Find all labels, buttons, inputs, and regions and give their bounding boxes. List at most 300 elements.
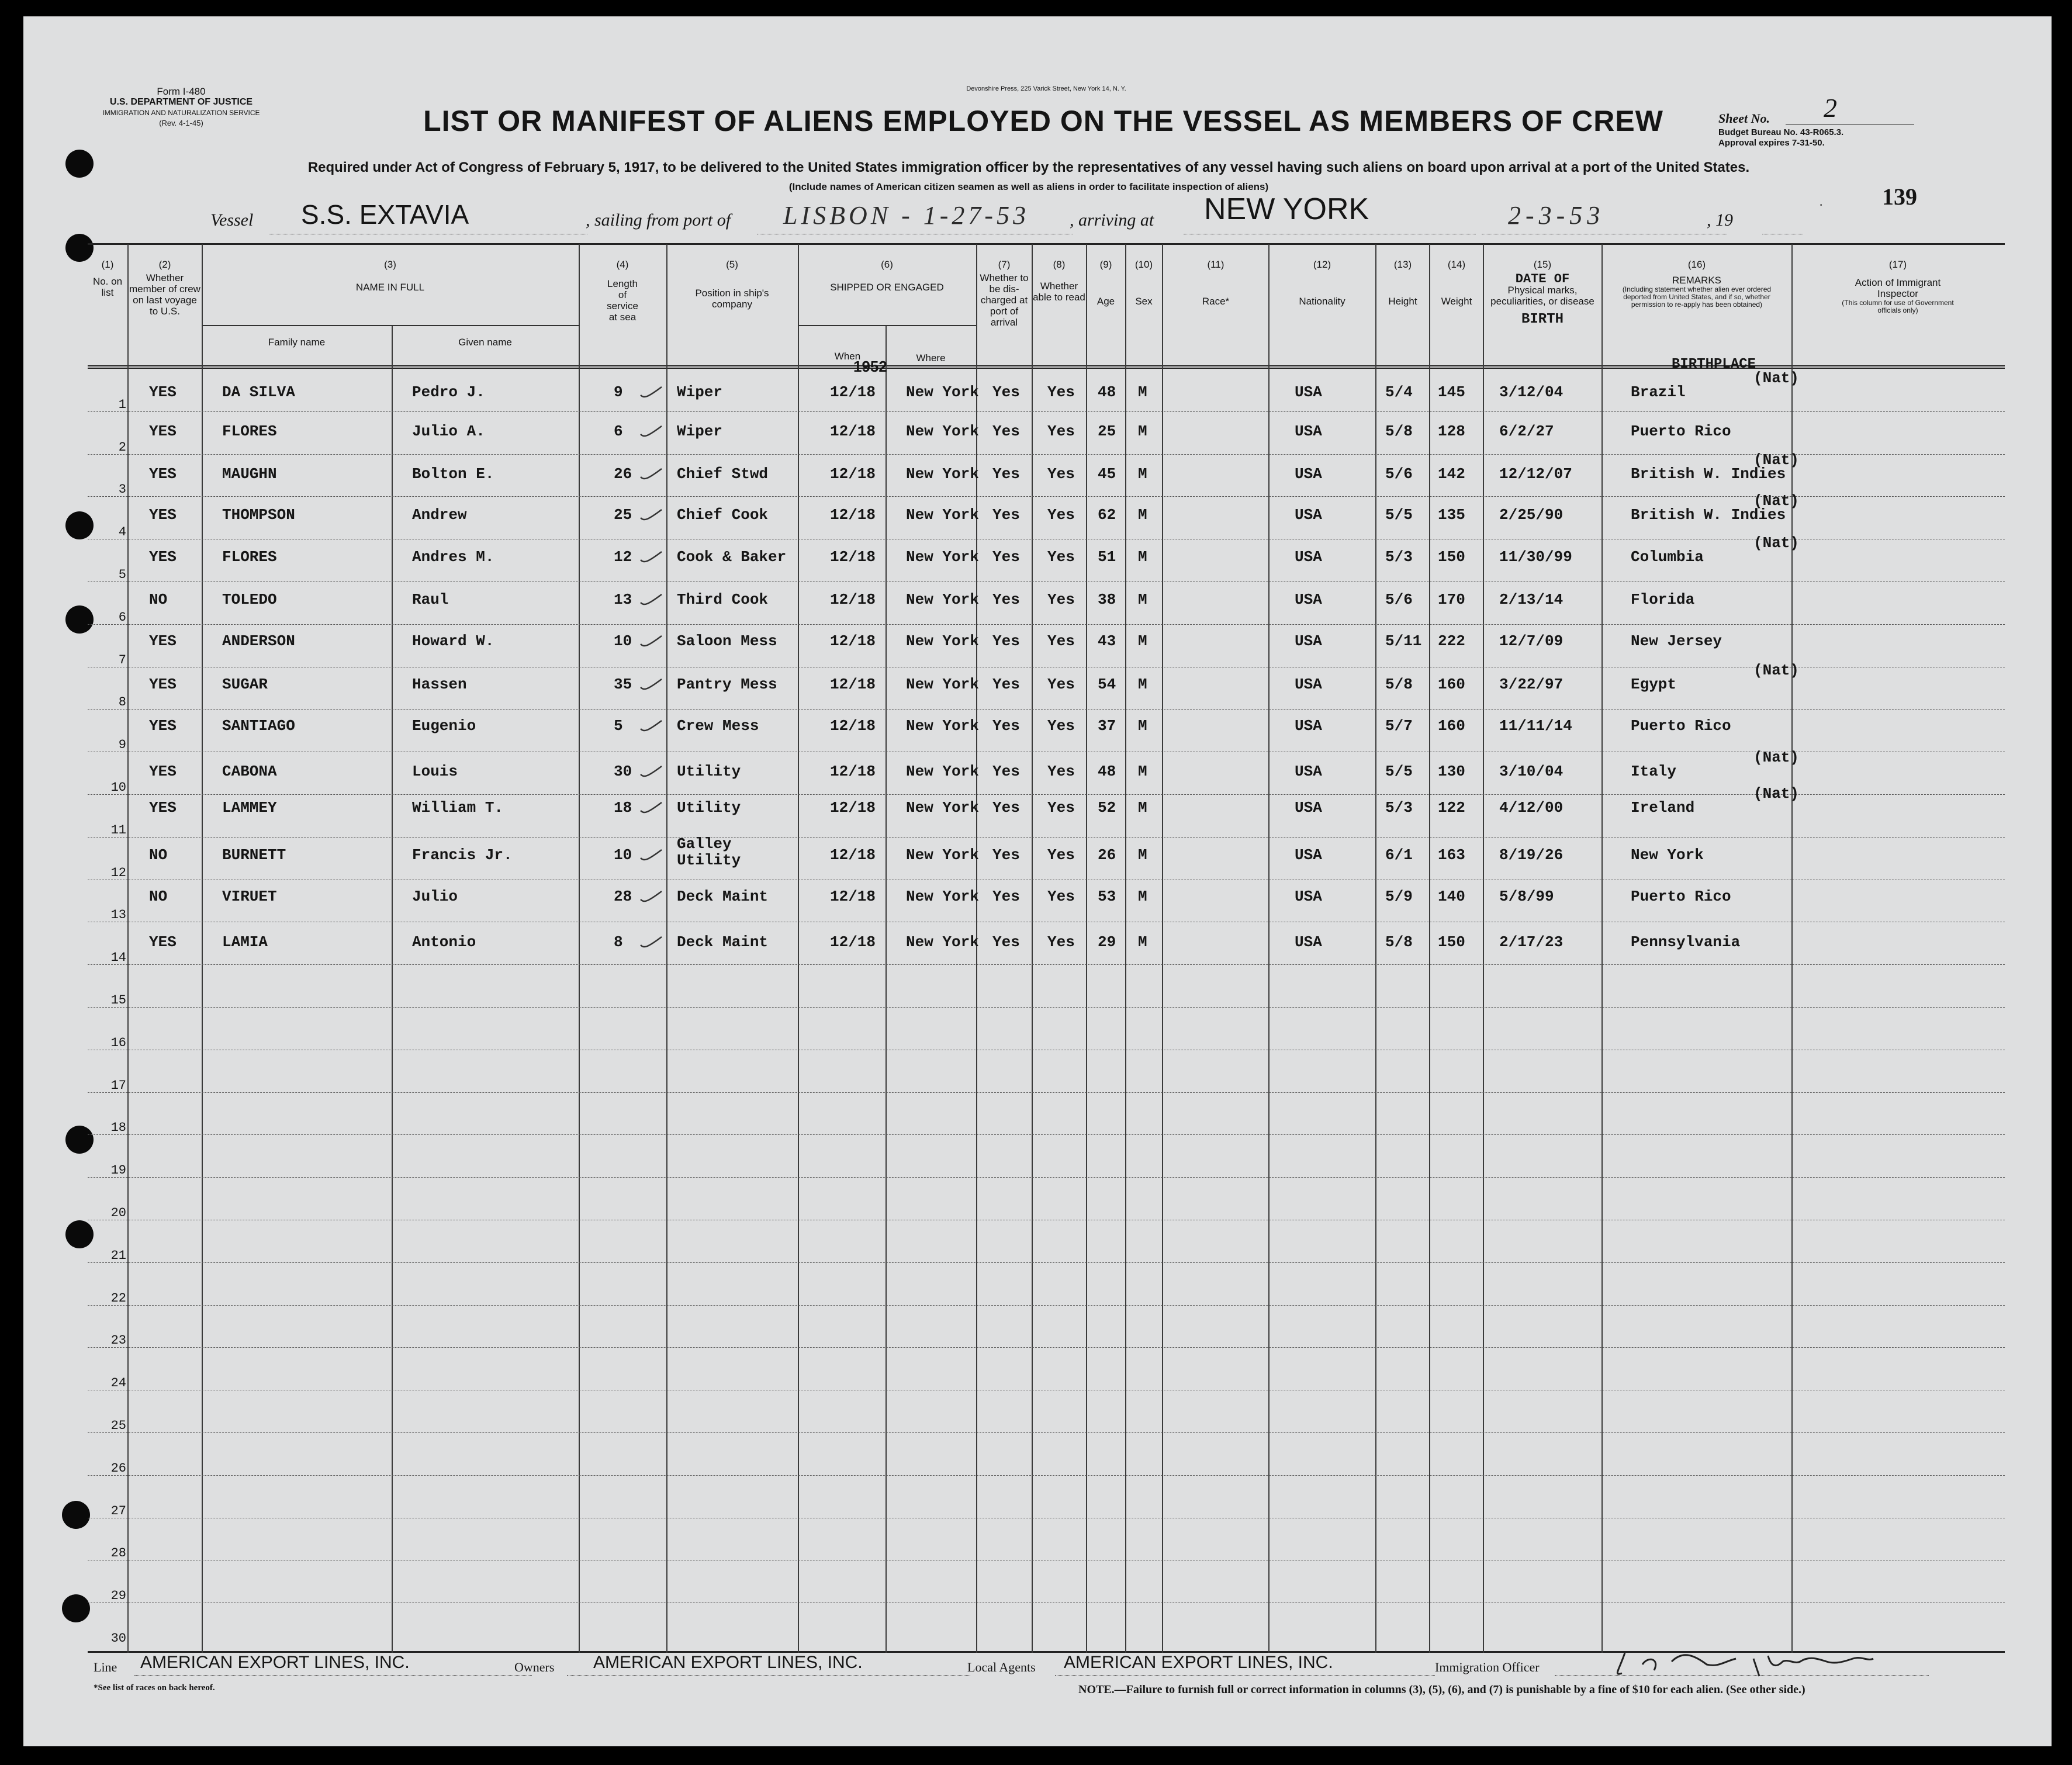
crew-sex: M: [1138, 676, 1147, 693]
crew-family: BURNETT: [222, 846, 286, 864]
crew-read: Yes: [1047, 383, 1075, 401]
year-label: , 19: [1707, 210, 1733, 230]
vessel-name: S.S. EXTAVIA: [301, 199, 469, 230]
line-label: Line: [94, 1660, 117, 1674]
column-divider: [885, 326, 887, 1653]
col4-header: [582, 259, 663, 323]
col7-number: (7): [998, 259, 1011, 270]
crew-read: Yes: [1047, 799, 1075, 816]
col11-label: Race*: [1202, 296, 1230, 307]
naturalized-mark: (Nat): [1753, 785, 1800, 802]
row-number: 28: [110, 1546, 126, 1561]
crew-birth: 3/12/04: [1499, 383, 1563, 401]
crew-nationality: USA: [1295, 763, 1322, 780]
sheet-label: Sheet No.: [1718, 111, 1770, 126]
column-divider: [1032, 244, 1033, 1653]
check-mark-icon: [638, 549, 663, 565]
crew-nationality: USA: [1295, 632, 1322, 650]
crew-age: 62: [1098, 506, 1116, 524]
naturalized-mark: (Nat): [1753, 451, 1800, 469]
crew-given: Julio: [412, 888, 458, 905]
col3-header: [202, 259, 579, 293]
column-divider: [798, 244, 799, 1653]
crew-height: 5/3: [1385, 799, 1413, 816]
check-mark-icon: [638, 466, 663, 482]
approval-expiry: Approval expires 7-31-50.: [1718, 138, 1825, 148]
row-rule: [88, 1475, 2005, 1476]
crew-weight: 160: [1438, 717, 1465, 735]
col1-header: [88, 259, 127, 298]
row-number: 12: [110, 865, 126, 880]
crew-height: 5/6: [1385, 591, 1413, 608]
budget-info: [1718, 127, 1843, 148]
crew-sex: M: [1138, 763, 1147, 780]
col5-number: (5): [726, 259, 738, 270]
crew-height: 5/7: [1385, 717, 1413, 735]
col3-label: NAME IN FULL: [355, 282, 425, 293]
col17-number: (17): [1888, 259, 1907, 270]
row-number: 29: [110, 1589, 126, 1604]
naturalized-mark: (Nat): [1753, 662, 1800, 679]
sheet-underline: [1786, 124, 1914, 125]
crew-read: Yes: [1047, 763, 1075, 780]
crew-where: New York: [906, 506, 979, 524]
line-value: AMERICAN EXPORT LINES, INC.: [140, 1653, 410, 1672]
row-number: 15: [110, 993, 126, 1008]
given-name-header: Given name: [458, 337, 512, 348]
row-rule: [88, 1347, 2005, 1348]
crew-height: 5/4: [1385, 383, 1413, 401]
crew-last: NO: [149, 888, 168, 905]
crew-family: LAMMEY: [222, 799, 277, 816]
crew-where: New York: [906, 632, 979, 650]
row-number: 6: [118, 610, 126, 625]
crew-nationality: USA: [1295, 933, 1322, 951]
crew-family: MAUGHN: [222, 465, 277, 483]
name-subheader-rule: [202, 325, 579, 326]
crew-sex: M: [1138, 548, 1147, 566]
naturalized-mark: (Nat): [1753, 534, 1800, 552]
crew-birth: 3/22/97: [1499, 676, 1563, 693]
row-rule: [88, 1134, 2005, 1135]
col9-label: Age: [1096, 296, 1115, 307]
crew-discharged: Yes: [992, 423, 1020, 440]
crew-read: Yes: [1047, 506, 1075, 524]
crew-nationality: USA: [1295, 591, 1322, 608]
page-title: LIST OR MANIFEST OF ALIENS EMPLOYED ON THE VESSEL AS MEMBERS OF CREW: [423, 105, 1663, 137]
row-rule: [88, 1092, 2005, 1093]
crew-weight: 122: [1438, 799, 1465, 816]
crew-service: 10: [614, 846, 632, 864]
crew-discharged: Yes: [992, 548, 1020, 566]
crew-where: New York: [906, 933, 979, 951]
crew-when: 12/18: [830, 632, 876, 650]
printer-line: Devonshire Press, 225 Varick Street, New York 14, N. Y.: [966, 85, 1126, 92]
row-rule: [88, 1007, 2005, 1008]
crew-nationality: USA: [1295, 846, 1322, 864]
crew-birth: 11/30/99: [1499, 548, 1572, 566]
where-header: Where: [916, 352, 946, 364]
col16-label: (Including statement whether alien ever ordered deported from United States, and if so, whether permission to re-apply has been obtained): [1622, 285, 1772, 309]
crew-when: 12/18: [830, 548, 876, 566]
col17-label: Action of Immigrant Inspector: [1855, 277, 1941, 299]
shipped-subheader-rule: [798, 325, 976, 326]
line-underline: [134, 1675, 532, 1676]
crew-discharged: Yes: [992, 383, 1020, 401]
crew-birthplace: Columbia: [1631, 548, 1704, 566]
crew-nationality: USA: [1295, 383, 1322, 401]
crew-last: YES: [149, 632, 177, 650]
crew-family: FLORES: [222, 423, 277, 440]
crew-age: 26: [1098, 846, 1116, 864]
crew-height: 5/8: [1385, 933, 1413, 951]
crew-sex: M: [1138, 799, 1147, 816]
row-number: 11: [110, 822, 126, 837]
crew-age: 25: [1098, 423, 1116, 440]
check-mark-icon: [638, 800, 663, 815]
crew-where: New York: [906, 383, 979, 401]
sheet-number: 2: [1824, 93, 1837, 123]
col17-note: (This column for use of Government officials only): [1842, 299, 1954, 314]
col1-number: (1): [101, 259, 114, 270]
crew-discharged: Yes: [992, 632, 1020, 650]
col17-header: [1793, 259, 2003, 314]
crew-service: 12: [614, 548, 632, 566]
crew-discharged: Yes: [992, 591, 1020, 608]
crew-height: 5/11: [1385, 632, 1422, 650]
check-mark-icon: [638, 634, 663, 649]
crew-age: 43: [1098, 632, 1116, 650]
row-number: 18: [110, 1120, 126, 1136]
crew-service: 28: [614, 888, 632, 905]
naturalized-mark: (Nat): [1753, 749, 1800, 766]
crew-discharged: Yes: [992, 933, 1020, 951]
arriving-label: , arriving at: [1070, 210, 1154, 230]
row-number: 16: [110, 1035, 126, 1050]
crew-weight: 163: [1438, 846, 1465, 864]
col14-number: (14): [1447, 259, 1466, 270]
crew-position: Pantry Mess: [677, 676, 777, 693]
crew-age: 53: [1098, 888, 1116, 905]
col7-header: [977, 259, 1031, 328]
crew-family: TOLEDO: [222, 591, 277, 608]
col4-number: (4): [616, 259, 629, 270]
crew-birthplace: New Jersey: [1631, 632, 1722, 650]
crew-position: Wiper: [677, 383, 723, 401]
row-number: 2: [118, 439, 126, 455]
crew-discharged: Yes: [992, 676, 1020, 693]
col13-label: Height: [1388, 296, 1417, 307]
col2-header: [129, 259, 201, 317]
crew-position: Deck Maint: [677, 888, 769, 905]
crew-service: 9: [614, 383, 623, 401]
row-rule: [88, 794, 2005, 795]
column-divider: [202, 244, 203, 1653]
col10-header: [1126, 259, 1161, 307]
col11-number: (11): [1207, 259, 1224, 270]
crew-discharged: Yes: [992, 717, 1020, 735]
row-number: 10: [110, 780, 126, 795]
row-number: 4: [118, 525, 126, 540]
crew-where: New York: [906, 676, 979, 693]
form-info: [82, 86, 281, 129]
check-mark-icon: [638, 424, 663, 439]
row-number: 8: [118, 695, 126, 710]
crew-discharged: Yes: [992, 799, 1020, 816]
crew-birth: 2/17/23: [1499, 933, 1563, 951]
crew-family: FLORES: [222, 548, 277, 566]
col6-number: (6): [881, 259, 893, 270]
crew-sex: M: [1138, 888, 1147, 905]
punch-hole: [62, 1501, 90, 1529]
subtitle: Required under Act of Congress of February 5, 1917, to be delivered to the United States immigration officer by the representatives of any vessel having such aliens on board upon arrival at a port of the United States.: [307, 160, 1750, 175]
crew-last: YES: [149, 548, 177, 566]
when-year: 1952: [853, 358, 887, 375]
row-number: 23: [110, 1333, 126, 1348]
crew-sex: M: [1138, 465, 1147, 483]
crew-family: LAMIA: [222, 933, 268, 951]
crew-service: 10: [614, 632, 632, 650]
crew-nationality: USA: [1295, 799, 1322, 816]
crew-discharged: Yes: [992, 888, 1020, 905]
owners-underline: [567, 1675, 970, 1676]
owners-value: AMERICAN EXPORT LINES, INC.: [593, 1653, 863, 1672]
crew-last: NO: [149, 846, 168, 864]
crew-family: VIRUET: [222, 888, 277, 905]
departure-port: LISBON - 1-27-53: [783, 201, 1030, 230]
col15-label: Physical marks, peculiarities, or disease: [1490, 285, 1594, 307]
crew-read: Yes: [1047, 846, 1075, 864]
crew-sex: M: [1138, 632, 1147, 650]
crew-when: 12/18: [830, 846, 876, 864]
crew-position: Utility: [677, 763, 741, 780]
punch-hole: [62, 1594, 90, 1622]
crew-height: 5/5: [1385, 763, 1413, 780]
crew-when: 12/18: [830, 465, 876, 483]
agents-value: AMERICAN EXPORT LINES, INC.: [1064, 1653, 1333, 1672]
crew-given: Louis: [412, 763, 458, 780]
crew-birthplace: Puerto Rico: [1631, 717, 1731, 735]
row-number: 17: [110, 1078, 126, 1093]
birth-label: BIRTH: [1521, 312, 1563, 327]
check-mark-icon: [638, 764, 663, 779]
col12-label: Nationality: [1299, 296, 1345, 307]
crew-height: 5/8: [1385, 676, 1413, 693]
row-number: 27: [110, 1503, 126, 1518]
crew-birth: 12/7/09: [1499, 632, 1563, 650]
crew-given: Raul: [412, 591, 449, 608]
crew-nationality: USA: [1295, 717, 1322, 735]
crew-nationality: USA: [1295, 676, 1322, 693]
crew-given: Pedro J.: [412, 383, 485, 401]
crew-birth: 12/12/07: [1499, 465, 1572, 483]
column-divider: [1601, 244, 1603, 1653]
crew-weight: 150: [1438, 933, 1465, 951]
col8-label: Whether able to read: [1033, 281, 1085, 303]
row-number: 26: [110, 1461, 126, 1476]
subtitle-note: (Include names of American citizen seamen as well as aliens in order to facilitate inspection of aliens): [788, 181, 1269, 192]
crew-read: Yes: [1047, 676, 1075, 693]
crew-position: Galley Utility: [677, 835, 741, 869]
crew-family: DA SILVA: [222, 383, 295, 401]
crew-age: 45: [1098, 465, 1116, 483]
crew-service: 18: [614, 799, 632, 816]
crew-weight: 140: [1438, 888, 1465, 905]
col12-number: (12): [1313, 259, 1331, 270]
crew-discharged: Yes: [992, 506, 1020, 524]
remarks-label: REMARKS: [1672, 275, 1722, 286]
family-name-header: Family name: [268, 337, 326, 348]
crew-where: New York: [906, 548, 979, 566]
row-rule: [88, 454, 2005, 455]
crew-last: NO: [149, 591, 168, 608]
crew-height: 5/8: [1385, 423, 1413, 440]
crew-nationality: USA: [1295, 465, 1322, 483]
crew-when: 12/18: [830, 591, 876, 608]
crew-when: 12/18: [830, 676, 876, 693]
crew-birth: 2/13/14: [1499, 591, 1563, 608]
row-rule: [88, 1305, 2005, 1306]
crew-given: Bolton E.: [412, 465, 494, 483]
punch-hole: [65, 1220, 94, 1248]
crew-birth: 4/12/00: [1499, 799, 1563, 816]
row-rule: [88, 1177, 2005, 1178]
crew-read: Yes: [1047, 548, 1075, 566]
col14-header: [1430, 259, 1483, 307]
column-divider: [1162, 244, 1163, 1653]
col13-header: [1376, 259, 1429, 307]
crew-given: Antonio: [412, 933, 476, 951]
arrival-date: 2-3-53: [1508, 201, 1605, 230]
row-rule: [88, 1432, 2005, 1433]
check-mark-icon: [638, 935, 663, 950]
crew-sex: M: [1138, 383, 1147, 401]
col16-number: (16): [1687, 259, 1706, 270]
crew-birthplace: Florida: [1631, 591, 1695, 608]
service-name: IMMIGRATION AND NATURALIZATION SERVICE: [102, 109, 260, 117]
crew-weight: 142: [1438, 465, 1465, 483]
crew-service: 6: [614, 423, 623, 440]
crew-read: Yes: [1047, 465, 1075, 483]
crew-age: 29: [1098, 933, 1116, 951]
crew-position: Chief Cook: [677, 506, 769, 524]
crew-discharged: Yes: [992, 465, 1020, 483]
crew-read: Yes: [1047, 888, 1075, 905]
crew-height: 5/3: [1385, 548, 1413, 566]
crew-where: New York: [906, 888, 979, 905]
agents-underline: [1055, 1675, 1435, 1676]
row-number: 30: [110, 1631, 126, 1646]
crew-last: YES: [149, 717, 177, 735]
crew-age: 54: [1098, 676, 1116, 693]
crew-last: YES: [149, 799, 177, 816]
col10-number: (10): [1134, 259, 1153, 270]
col3-number: (3): [384, 259, 396, 270]
crew-family: THOMPSON: [222, 506, 295, 524]
crew-weight: 130: [1438, 763, 1465, 780]
crew-when: 12/18: [830, 423, 876, 440]
crew-birthplace: British W. Indies: [1631, 465, 1786, 483]
agents-label: Local Agents: [967, 1660, 1036, 1674]
crew-position: Deck Maint: [677, 933, 769, 951]
crew-nationality: USA: [1295, 888, 1322, 905]
check-mark-icon: [638, 677, 663, 692]
crew-when: 12/18: [830, 763, 876, 780]
crew-given: Eugenio: [412, 717, 476, 735]
crew-age: 37: [1098, 717, 1116, 735]
row-number: 25: [110, 1418, 126, 1433]
check-mark-icon: [638, 847, 663, 863]
row-number: 14: [110, 950, 126, 965]
crew-read: Yes: [1047, 591, 1075, 608]
col7-label: Whether to be dis-charged at port of arrival: [980, 272, 1029, 328]
row-number: 19: [110, 1163, 126, 1178]
when-header: When: [834, 351, 861, 362]
col4-label: Length of service at sea: [607, 278, 638, 323]
crew-where: New York: [906, 465, 979, 483]
crew-age: 52: [1098, 799, 1116, 816]
crew-family: CABONA: [222, 763, 277, 780]
col9-number: (9): [1099, 259, 1112, 270]
row-number: 24: [110, 1376, 126, 1391]
col5-label: Position in ship's company: [695, 288, 769, 310]
crew-birthplace: Italy: [1631, 763, 1677, 780]
check-mark-icon: [638, 592, 663, 607]
crew-sex: M: [1138, 423, 1147, 440]
crew-given: Andres M.: [412, 548, 494, 566]
crew-service: 5: [614, 717, 623, 735]
crew-nationality: USA: [1295, 548, 1322, 566]
crew-service: 13: [614, 591, 632, 608]
crew-nationality: USA: [1295, 423, 1322, 440]
tick-mark: ·: [1819, 198, 1824, 212]
crew-read: Yes: [1047, 933, 1075, 951]
column-divider: [1429, 244, 1430, 1653]
column-divider: [1268, 244, 1270, 1653]
crew-weight: 160: [1438, 676, 1465, 693]
crew-birth: 2/25/90: [1499, 506, 1563, 524]
col6-header: [798, 259, 976, 293]
crew-height: 5/5: [1385, 506, 1413, 524]
crew-birthplace: Egypt: [1631, 676, 1677, 693]
col14-label: Weight: [1441, 296, 1472, 307]
row-rule: [88, 1262, 2005, 1263]
crew-age: 48: [1098, 383, 1116, 401]
col9-header: [1087, 259, 1125, 307]
crew-when: 12/18: [830, 933, 876, 951]
crew-given: Hassen: [412, 676, 467, 693]
crew-sex: M: [1138, 717, 1147, 735]
col1-label: No. on list: [92, 276, 123, 298]
crew-weight: 222: [1438, 632, 1465, 650]
crew-discharged: Yes: [992, 763, 1020, 780]
sailing-label: , sailing from port of: [586, 210, 731, 230]
crew-last: YES: [149, 383, 177, 401]
row-rule: [88, 964, 2005, 965]
column-divider: [1125, 244, 1126, 1653]
col2-label: Whether member of crew on last voyage to U.S.: [129, 272, 200, 317]
crew-when: 12/18: [830, 799, 876, 816]
col15-header: [1484, 259, 1601, 325]
row-number: 21: [110, 1248, 126, 1263]
crew-height: 5/9: [1385, 888, 1413, 905]
races-note: *See list of races on back hereof.: [94, 1683, 215, 1693]
col5-header: [669, 259, 795, 310]
crew-position: Wiper: [677, 423, 723, 440]
crew-service: 35: [614, 676, 632, 693]
crew-birthplace: New York: [1631, 846, 1704, 864]
crew-birthplace: Brazil: [1631, 383, 1686, 401]
